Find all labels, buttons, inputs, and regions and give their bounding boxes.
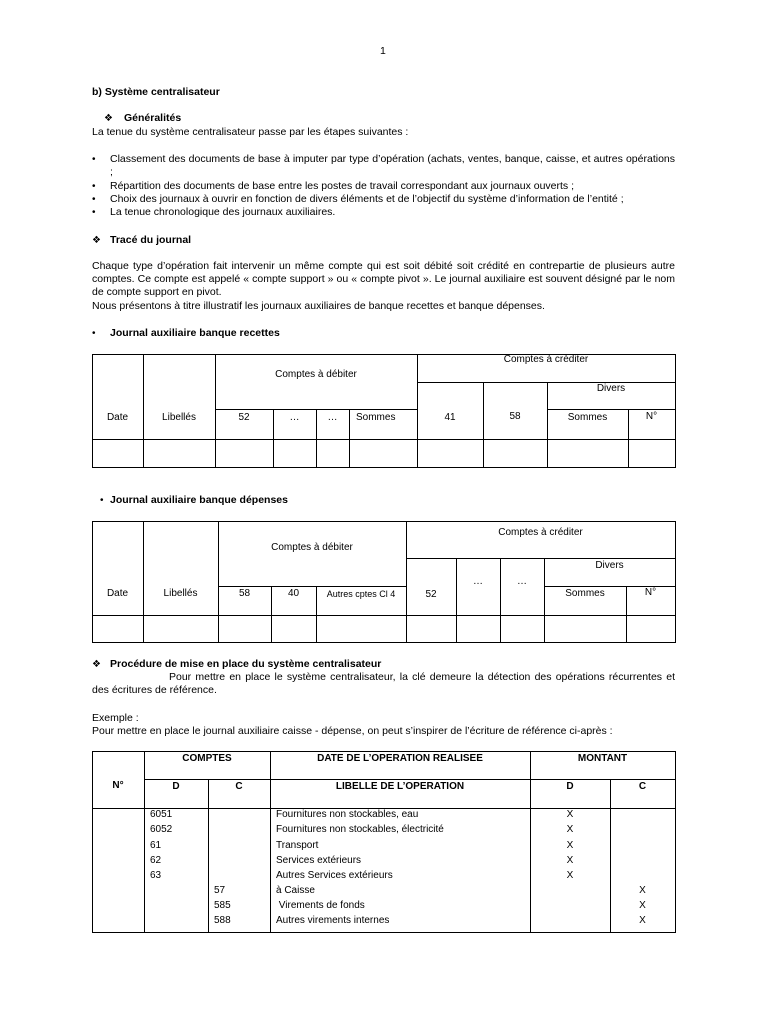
table1-credit-col: 41 (444, 412, 456, 423)
exemple-text: Pour mettre en place le journal auxiliaire caisse - dépense, on peut s’inspirer de l’écriture de référence ci-après : (92, 725, 613, 737)
table2-debit-col: Autres cptes Cl 4 (326, 589, 396, 599)
table3-date-header: DATE DE L’OPERATION REALISEE (317, 753, 483, 764)
diamond-bullet-icon: ❖ (104, 113, 113, 124)
table2-credit-header: Comptes à créditer (498, 527, 583, 538)
table3-cell-c: 57 (214, 885, 226, 896)
table1-debit-header: Comptes à débiter (275, 369, 357, 380)
table2-divers-col: Sommes (565, 588, 605, 599)
table3-cell-libelle: Fournitures non stockables, électricité (276, 824, 444, 835)
table3-cell-montant-d: X (566, 870, 574, 881)
bullet-icon: • (92, 181, 96, 192)
table3-cell-d: 62 (150, 855, 162, 866)
table1-divers-col: N° (645, 411, 658, 422)
table3-montant-c-header: C (638, 781, 647, 792)
table2-credit-col: … (517, 576, 527, 587)
table3-cell-libelle: Transport (276, 840, 319, 851)
table1-credit-header: Comptes à créditer (503, 354, 589, 365)
table3-cell-libelle: à Caisse (276, 885, 315, 896)
bullet-icon: • (92, 207, 96, 218)
table2-credit-col: … (473, 576, 483, 587)
generalites-item-3: Choix des journaux à ouvrir en fonction de divers éléments et de l’objectif du système d’information de l’entité ; (110, 193, 624, 205)
generalites-intro: La tenue du système centralisateur passe par les étapes suivantes : (92, 126, 409, 138)
table3-montant-d-header: D (566, 781, 574, 792)
table3-no-header: N° (112, 780, 124, 791)
section-title: b) Système centralisateur (92, 86, 220, 98)
table3-cell-montant-d: X (566, 855, 574, 866)
table3-cell-montant-c: X (639, 885, 646, 896)
bullet-icon: • (100, 495, 104, 506)
table3-cell-c: 588 (214, 915, 231, 926)
table2-libelles-header: Libellés (163, 588, 198, 599)
generalites-item-1: Classement des documents de base à imputer par type d’opération (achats, ventes, banque, caisse, et autres opérations ; (110, 153, 675, 178)
table1-libelles-header: Libellés (162, 412, 196, 423)
table3-cell-d: 63 (150, 870, 162, 881)
table1-divers-header: Divers (596, 383, 626, 394)
bullet-icon: • (92, 194, 96, 205)
table3-montant-header: MONTANT (577, 753, 628, 764)
table3-cell-libelle: Services extérieurs (276, 855, 362, 866)
trace-paragraph-2: Nous présentons à titre illustratif les journaux auxiliaires de banque recettes et banque dépenses. (92, 300, 545, 312)
table1-debit-col: 52 (238, 412, 250, 423)
bullet-icon: • (92, 154, 96, 165)
bullet-icon: • (92, 328, 96, 339)
generalites-item-4: La tenue chronologique des journaux auxiliaires. (110, 206, 336, 218)
table3-cell-libelle: Virements de fonds (276, 900, 365, 911)
table2-debit-col: 40 (287, 588, 300, 599)
table3-cell-libelle: Autres Services extérieurs (276, 870, 393, 881)
table2-debit-col: 58 (238, 588, 251, 599)
trace-title: Tracé du journal (110, 234, 192, 246)
table3-d-header: D (172, 781, 180, 792)
generalites-item-2: Répartition des documents de base entre les postes de travail correspondant aux journaux ouverts ; (110, 180, 575, 192)
table1-title: Journal auxiliaire banque recettes (110, 327, 280, 339)
procedure-paragraph: Pour mettre en place le système centralisateur, la clé demeure la détection des opérations récurrentes et des écritures de référence. (92, 671, 675, 696)
table3-cell-montant-c: X (639, 915, 646, 926)
table3-cell-montant-d: X (566, 809, 574, 820)
table3-cell-montant-c: X (639, 900, 646, 911)
table2-date-header: Date (106, 588, 129, 599)
table2-credit-col: 52 (425, 589, 437, 600)
table3-cell-libelle: Autres virements internes (276, 915, 390, 926)
table2-divers-col: N° (644, 587, 657, 598)
table1-credit-col: 58 (509, 411, 521, 422)
table3-c-header: C (235, 781, 243, 792)
table3-cell-d: 6052 (150, 824, 173, 835)
diamond-bullet-icon: ❖ (92, 235, 101, 246)
table3-comptes-header: COMPTES (182, 753, 232, 764)
table3-cell-libelle: Fournitures non stockables, eau (276, 809, 419, 820)
trace-paragraph-1: Chaque type d’opération fait intervenir un même compte qui est soit débité soit crédité en contrepartie de plusieurs autre comptes. Ce compte est appelé « compte support » ou « compte pivot ». Le journal auxiliaire est souvent désigné par le nom de compte support en pivot. (92, 260, 675, 298)
table3-cell-d: 61 (150, 840, 162, 851)
procedure-title: Procédure de mise en place du système centralisateur (110, 658, 382, 670)
table3-cell-montant-d: X (566, 824, 574, 835)
table1-date-header: Date (106, 412, 129, 423)
generalites-title: Généralités (124, 112, 182, 124)
table3-cell-montant-d: X (566, 840, 574, 851)
table1-debit-col: … (289, 412, 300, 423)
table2-divers-header: Divers (595, 560, 624, 571)
table2-title: Journal auxiliaire banque dépenses (110, 494, 288, 506)
table3-libelle-header: LIBELLE DE L’OPERATION (335, 781, 465, 792)
table2-debit-header: Comptes à débiter (271, 542, 353, 553)
diamond-bullet-icon: ❖ (92, 659, 101, 670)
page-number: 1 (380, 45, 386, 57)
exemple-label: Exemple : (92, 712, 139, 724)
table3-cell-d: 6051 (150, 809, 173, 820)
table1-debit-col: … (327, 412, 338, 423)
table1-debit-col: Sommes (356, 412, 396, 423)
table1-divers-col: Sommes (567, 412, 608, 423)
table3-cell-c: 585 (214, 900, 231, 911)
